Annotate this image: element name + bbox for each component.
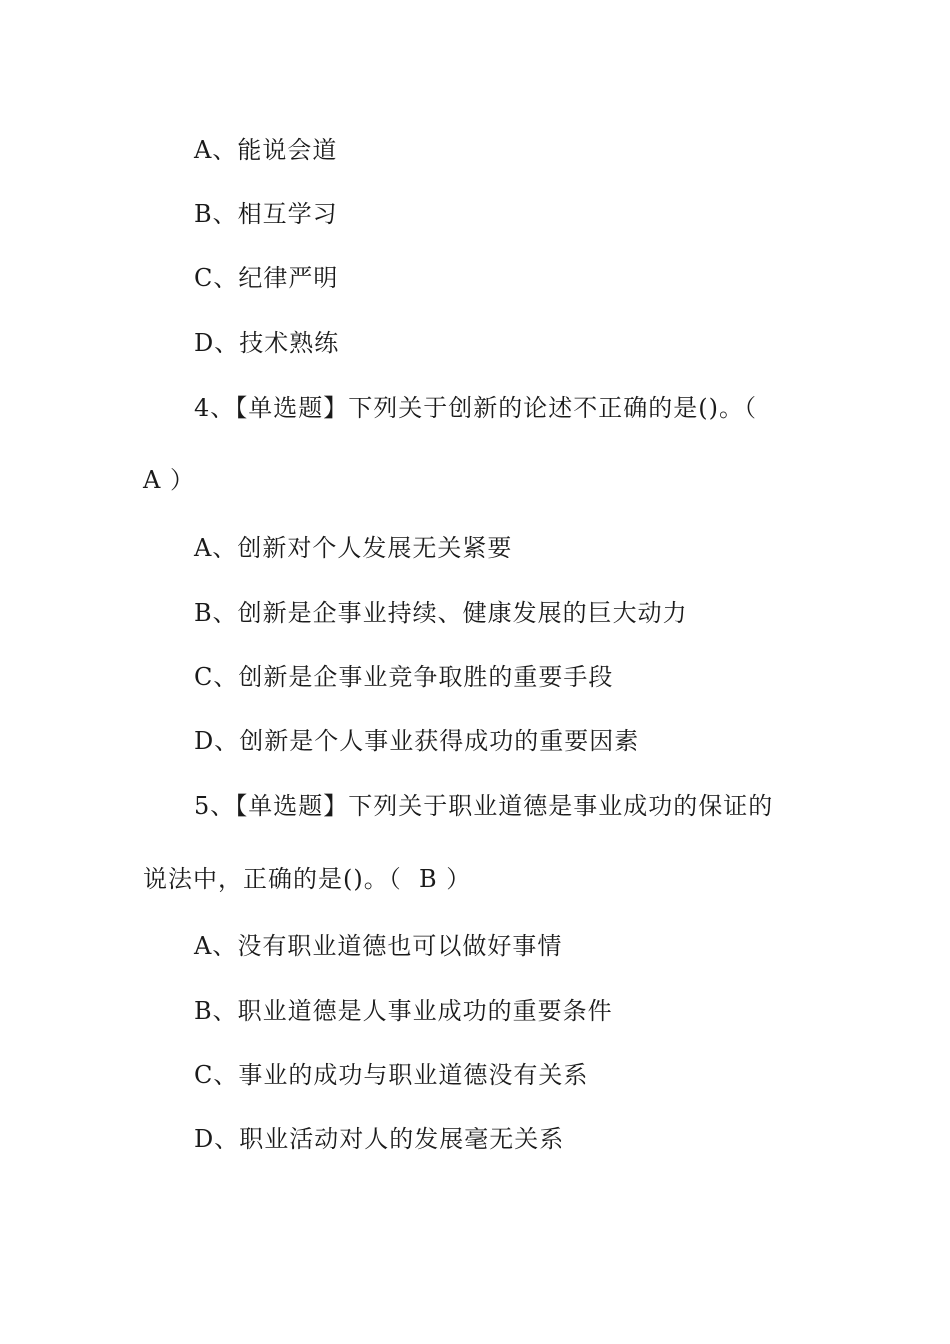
prev-option-b: B、相互学习	[194, 200, 338, 228]
question-4-option-d: D、创新是个人事业获得成功的重要因素	[194, 727, 640, 755]
prev-option-d: D、技术熟练	[194, 329, 340, 357]
question-4-answer: A ）	[143, 466, 195, 494]
question-4-option-b: B、创新是企事业持续、健康发展的巨大动力	[194, 599, 688, 627]
question-5-option-d: D、职业活动对人的发展毫无关系	[194, 1125, 565, 1153]
prev-option-c: C、纪律严明	[194, 264, 339, 292]
question-4-option-a: A、创新对个人发展无关紧要	[194, 534, 513, 562]
prev-option-a: A、能说会道	[194, 136, 338, 164]
question-5-stem: 5、【单选题】下列关于职业道德是事业成功的保证的	[194, 792, 774, 820]
question-5-option-b: B、职业道德是人事业成功的重要条件	[194, 997, 613, 1025]
question-5-option-c: C、事业的成功与职业道德没有关系	[194, 1061, 589, 1089]
question-5-stem-cont: 说法中，正确的是()。（ B ）	[143, 865, 472, 893]
question-5-option-a: A、没有职业道德也可以做好事情	[194, 932, 563, 960]
question-4-option-c: C、创新是企事业竞争取胜的重要手段	[194, 663, 614, 691]
question-4-stem: 4、【单选题】下列关于创新的论述不正确的是()。（	[194, 394, 757, 422]
